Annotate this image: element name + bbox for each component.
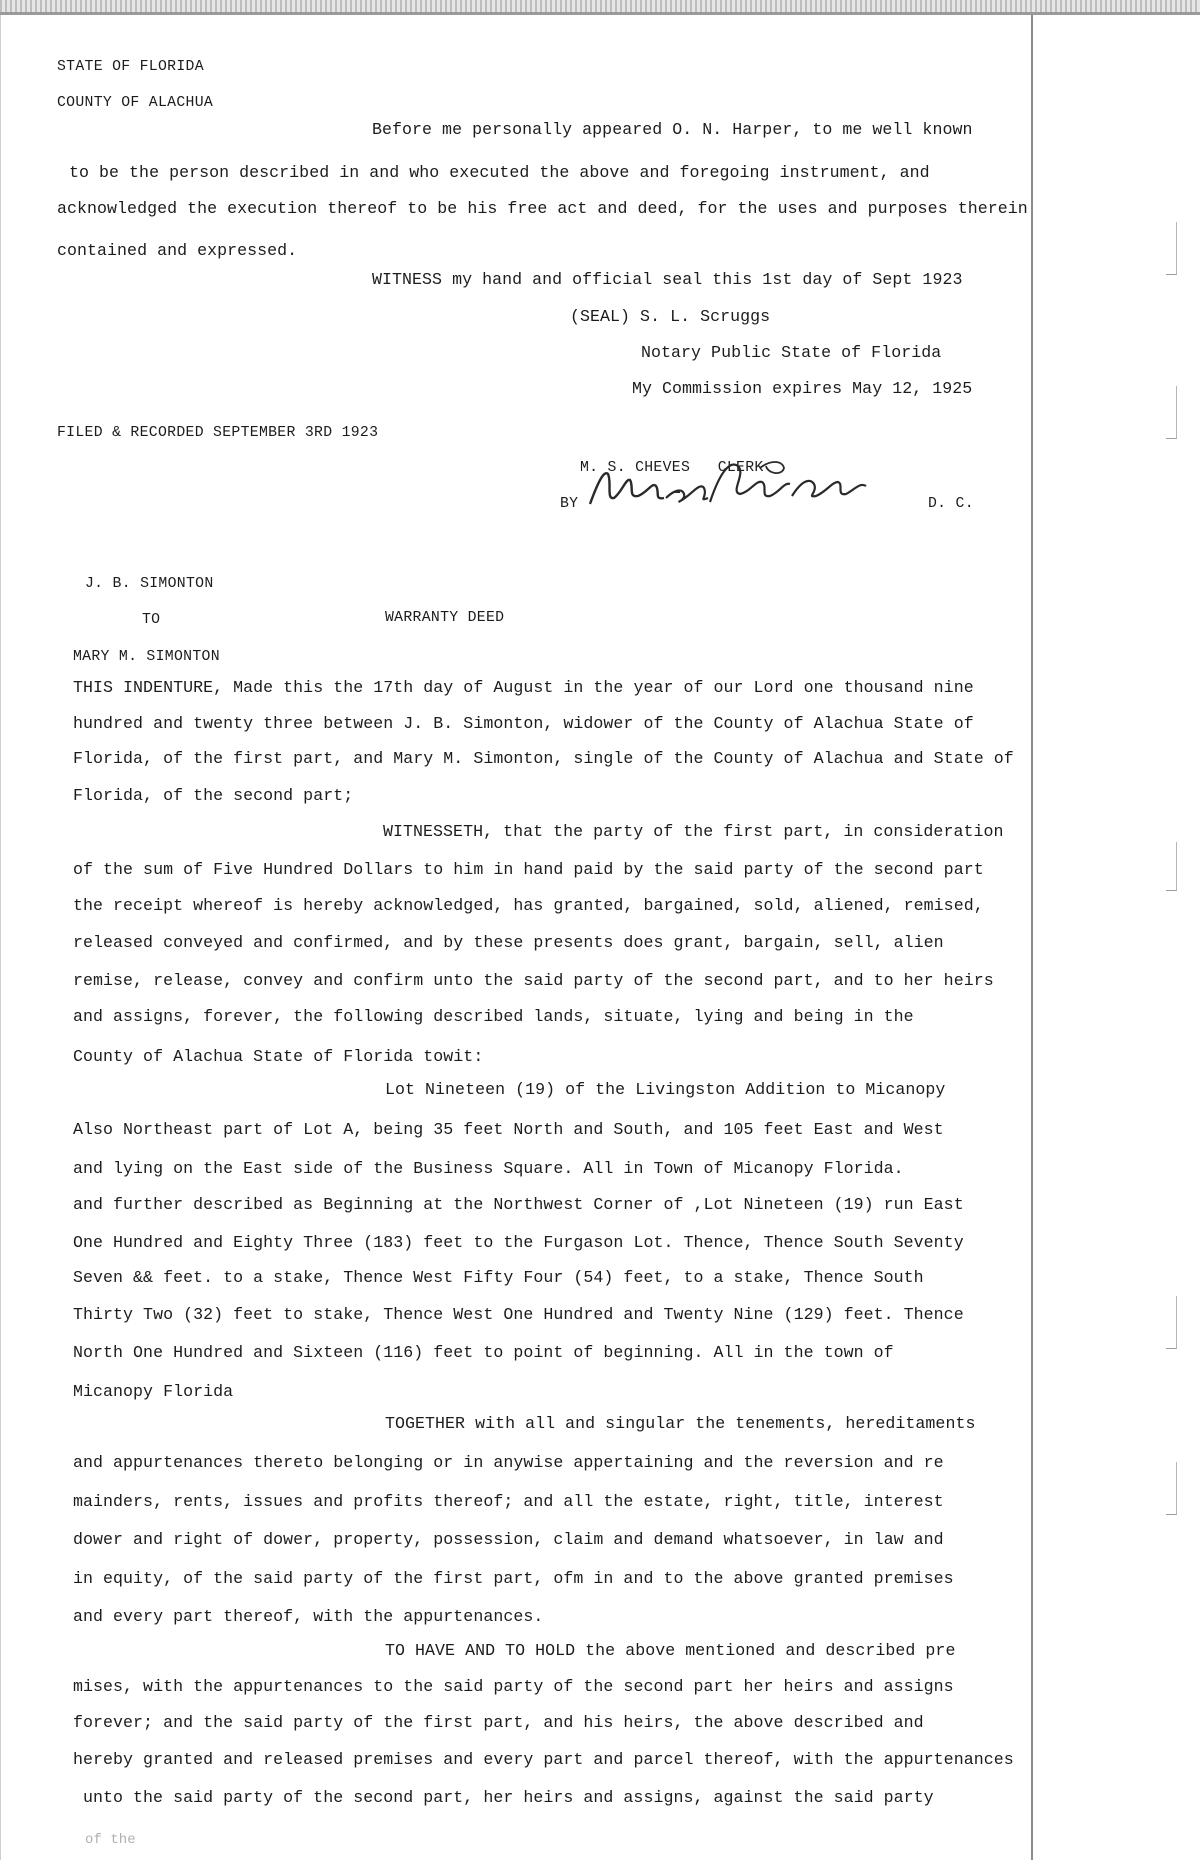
deed-line: unto the said party of the second part, her heirs and assigns, against the said party (83, 1788, 934, 1807)
by-label: BY (560, 496, 579, 512)
margin-bracket (1166, 386, 1177, 439)
deed-line: released conveyed and confirmed, and by these presents does grant, bargain, sell, alien (73, 933, 944, 952)
grantor-name: J. B. SIMONTON (85, 576, 214, 592)
commission-expiry: My Commission expires May 12, 1925 (632, 379, 973, 398)
deed-to: TO (142, 612, 161, 628)
witness-line: WITNESS my hand and official seal this 1st day of Sept 1923 (372, 270, 963, 289)
deed-line: and appurtenances thereto belonging or in anywise appertaining and the reversion and re (73, 1453, 944, 1472)
ack-line: to be the person described in and who executed the above and foregoing instrument, and (69, 163, 930, 182)
deed-line: Thirty Two (32) feet to stake, Thence West One Hundred and Twenty Nine (129) feet. Thence (73, 1305, 964, 1324)
county-heading: COUNTY OF ALACHUA (57, 95, 214, 111)
state-heading: STATE OF FLORIDA (57, 59, 204, 75)
grantee-name: MARY M. SIMONTON (73, 649, 220, 665)
deed-line: dower and right of dower, property, possession, claim and demand whatsoever, in law and (73, 1530, 944, 1549)
scan-left-edge (0, 15, 1, 1860)
deed-line: and lying on the East side of the Business Square. All in Town of Micanopy Florida. (73, 1159, 904, 1178)
deputy-clerk-signature (570, 452, 890, 518)
deed-line: Micanopy Florida (73, 1382, 234, 1401)
deed-line: and every part thereof, with the appurtenances. (73, 1607, 544, 1626)
deed-line: North One Hundred and Sixteen (116) feet to point of beginning. All in the town of (73, 1343, 894, 1362)
deed-line: in equity, of the said party of the first part, ofm in and to the above granted premises (73, 1569, 954, 1588)
deed-line: of the sum of Five Hundred Dollars to him in hand paid by the said party of the second part (73, 860, 984, 879)
margin-bracket (1166, 1462, 1177, 1515)
deed-line: remise, release, convey and confirm unto the said party of the second part, and to her heirs (73, 971, 994, 990)
deed-line: the receipt whereof is hereby acknowledged, has granted, bargained, sold, aliened, remised, (73, 896, 984, 915)
deed-line: Seven && feet. to a stake, Thence West Fifty Four (54) feet, to a stake, Thence South (73, 1268, 924, 1287)
notary-title: Notary Public State of Florida (641, 343, 942, 362)
deed-title: WARRANTY DEED (385, 610, 505, 626)
deed-line: One Hundred and Eighty Three (183) feet to the Furgason Lot. Thence, Thence South Seventy (73, 1233, 964, 1252)
deed-line: Florida, of the second part; (73, 786, 354, 805)
clerk-name: M. S. CHEVES CLERK (580, 460, 764, 476)
deed-line: hereby granted and released premises and every part and parcel thereof, with the appurtenances (73, 1750, 1014, 1769)
margin-bracket (1166, 1296, 1177, 1349)
deed-line: mises, with the appurtenances to the said party of the second part her heirs and assigns (73, 1677, 954, 1696)
deed-line: Lot Nineteen (19) of the Livingston Addition to Micanopy (385, 1080, 946, 1099)
ack-line: Before me personally appeared O. N. Harper, to me well known (372, 120, 973, 139)
deed-line: hundred and twenty three between J. B. Simonton, widower of the County of Alachua State of (73, 714, 974, 733)
scan-top-edge (0, 0, 1200, 12)
deed-line: mainders, rents, issues and profits thereof; and all the estate, right, title, interest (73, 1492, 944, 1511)
margin-bracket (1166, 842, 1177, 891)
ack-line: acknowledged the execution thereof to be his free act and deed, for the uses and purposes therein (57, 199, 1028, 218)
deed-line: TOGETHER with all and singular the tenements, hereditaments (385, 1414, 976, 1433)
deed-line: WITNESSETH, that the party of the first part, in consideration (383, 822, 1004, 841)
deed-line: forever; and the said party of the first part, and his heirs, the above described and (73, 1713, 924, 1732)
deed-line: TO HAVE AND TO HOLD the above mentioned and described pre (385, 1641, 956, 1660)
deputy-clerk-label: D. C. (928, 496, 974, 512)
page-footer-continuation: of the (85, 1832, 136, 1848)
deed-line: and further described as Beginning at the Northwest Corner of ,Lot Nineteen (19) run East (73, 1195, 964, 1214)
deed-line: THIS INDENTURE, Made this the 17th day of August in the year of our Lord one thousand nine (73, 678, 974, 697)
right-margin-rule (1031, 15, 1033, 1860)
deed-line: County of Alachua State of Florida towit: (73, 1047, 484, 1066)
ack-line: contained and expressed. (57, 241, 298, 260)
deed-line: Also Northeast part of Lot A, being 35 feet North and South, and 105 feet East and West (73, 1120, 944, 1139)
seal-signature: (SEAL) S. L. Scruggs (570, 307, 771, 326)
deed-line: and assigns, forever, the following described lands, situate, lying and being in the (73, 1007, 914, 1026)
deed-line: Florida, of the first part, and Mary M. Simonton, single of the County of Alachua and State of (73, 749, 1014, 768)
scan-top-rule (0, 12, 1200, 15)
filed-recorded: FILED & RECORDED SEPTEMBER 3RD 1923 (57, 425, 379, 441)
margin-bracket (1166, 222, 1177, 275)
